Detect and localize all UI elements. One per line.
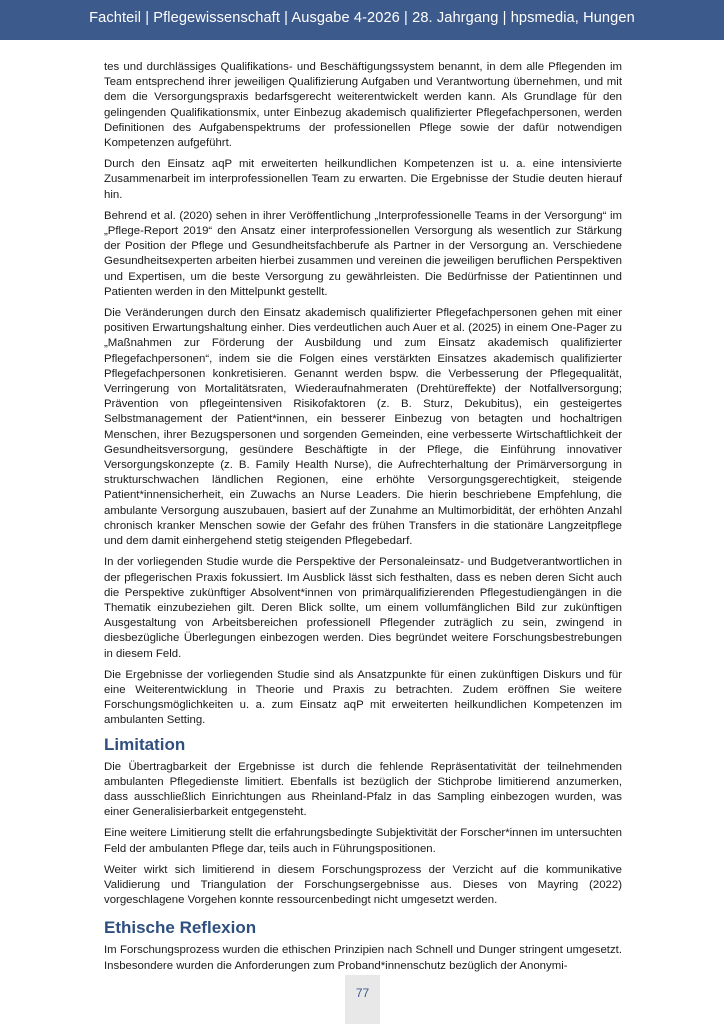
body-paragraph: Die Veränderungen durch den Einsatz akademisch qualifizierter Pflegefachpersonen gehen mit einer positiven Erwartungshaltung einher. Dies verdeutlichen auch Auer et al. (2025) in einem One-Pager zu „Maßnahmen zur Förderung der Ausbildung und zum Einsatz akademisch qualifizierter Pflegefachpersonen“, indem sie die Folgen eines verstärkten Einsatzes akademisch qualifizierter Pflegefachpersonen konkretisieren. Genannt werden bspw. die Verbesserung der Pflegequalität, Verringerung von Mortalitätsraten, Wiederaufnahmeraten (Drehtüreffekte) der Notfallversorgung; Prävention von pflegeintensiven Risikofaktoren (z. B. Sturz, Dekubitus), ein gesteigertes Selbstmanagement der Patient*innen, ein besserer Einbezug von betagten und hochaltrigen Menschen, ihrer Bezugspersonen und sorgenden Gemeinden, eine verbesserte Wirtschaftlichkeit der Gesundheitsversorgung, gesündere Beschäftigte in der Pflege, die Einführung innovativer Versorgungskonzepte (z. B. Family Health Nurse), die Aufrechterhaltung der Primärversorgung in strukturschwachen ländlichen Regionen, eine erhöhte Versorgungsgerechtigkeit, steigende Patient*innensicherheit, ein Zuwachs an Nurse Leaders. Die hierin beschriebene Empfehlung, die ambulante Versorgung auszubauen, basiert auf der Zunahme an Multimorbidität, der erhöhten Anzahl chronisch kranker Menschen sowie der Gefahr des frühen Transfers in die stationäre Langzeitpflege und dem damit einhergehend stetig steigenden Pflegebedarf. xyxy=(104,307,622,548)
limitation-paragraph: Die Übertragbarkeit der Ergebnisse ist durch die fehlende Repräsentativität der teilnehmenden ambulanten Pflegedienste limitiert. Ebenfalls ist bezüglich der Stichprobe limitierend anzumerken, dass ausschließlich Einrichtungen aus Rheinland-Pfalz in das Sampling einbezogen wurden, was einer Generalisierbarkeit entgegensteht. xyxy=(104,760,622,819)
page-number: 77 xyxy=(355,986,370,1000)
body-paragraph: Behrend et al. (2020) sehen in ihrer Veröffentlichung „Interprofessionelle Teams in der Versorgung“ im „Pflege-Report 2019“ den Ansatz einer interprofessionellen Versorgung als wesentlich zur Stärkung der Position der Pflege und Gesundheitsfachberufe als Partner in der Versorgung an. Verschiedene Gesundheitsexperten arbeiten hierbei zusammen und vereinen die jeweiligen beruflichen Perspektiven und Expertisen, um die beste Versorgung zu gewährleisten. Die Bedürfnisse der Patientinnen und Patienten werden in den Mittelpunkt gestellt. xyxy=(104,209,622,298)
section-heading-limitation: Limitation xyxy=(104,734,186,754)
page-header xyxy=(0,0,724,40)
body-paragraph: tes und durchlässiges Qualifikations- und Beschäftigungssystem benannt, in dem alle Pflegenden im Team entsprechend ihrer jeweiligen Qualifizierung Aufgaben und Verantwortung übernehmen, und mit dem die Versorgungspraxis bedarfsgerecht weiterentwickelt werden kann. Als Grundlage für den gelingenden Qualifikationsmix, unter Einbezug akademisch qualifizierter Pflegefachpersonen, werden Definitionen des Aufgabenspektrums der professionellen Pflege sowie der dafür notwendigen Kompetenzen aufgeführt. xyxy=(104,61,622,150)
header-title: Fachteil | Pflegewissenschaft | Ausgabe 4-2026 | 28. Jahrgang | hpsmedia, Hungen xyxy=(89,10,635,26)
section-heading-ethik: Ethische Reflexion xyxy=(104,918,257,938)
body-paragraph: In der vorliegenden Studie wurde die Perspektive der Personaleinsatz- und Budgetverantwortlichen in der pflegerischen Praxis fokussiert. Im Ausblick lässt sich festhalten, dass es neben deren Sicht auch die Perspektive zukünftiger Absolvent*innen von primärqualifizierenden Pflegestudiengängen in die Thematik einzubeziehen gilt. Deren Blick sollte, um einem vollumfänglichen Bild zur zukünftigen Ausgestaltung von Arbeitsbereichen professionell Pflegender zuträglich zu sein, zwingend in diesbezügliche Überlegungen einbezogen werden. Dies begründet weitere Forschungsbestrebungen in diesem Feld. xyxy=(104,556,622,660)
ethik-paragraph: Im Forschungsprozess wurden die ethischen Prinzipien nach Schnell und Dunger stringent umgesetzt. Insbesondere wurden die Anforderungen zum Proband*innenschutz bezüglich der Anonymi- xyxy=(104,944,622,972)
limitation-paragraph: Eine weitere Limitierung stellt die erfahrungsbedingte Subjektivität der Forscher*innen im untersuchten Feld der ambulanten Pflege dar, teils auch in Führungspositionen. xyxy=(104,827,622,855)
article-body xyxy=(104,60,622,980)
page-number-box xyxy=(345,975,380,1024)
limitation-paragraph: Weiter wirkt sich limitierend in diesem Forschungsprozess der Verzicht auf die kommunikative Validierung und Triangulation der Forschungsergebnisse aus. Dieses von Mayring (2022) vorgeschlagene Vorgehen konnte ressourcenbedingt nicht umgesetzt werden. xyxy=(104,863,622,907)
body-paragraph: Durch den Einsatz aqP mit erweiterten heilkundlichen Kompetenzen ist u. a. eine intensivierte Zusammenarbeit im interprofessionellen Team zu erwarten. Die Ergebnisse der Studie deuten hierauf hin. xyxy=(104,158,622,201)
body-paragraph: Die Ergebnisse der vorliegenden Studie sind als Ansatzpunkte für einen zukünftigen Diskurs und für eine Weiterentwicklung in Theorie und Praxis zu betrachten. Zudem eröffnen Sie weitere Forschungsmöglichkeiten u. a. zum Einsatz aqP mit erweiterten heilkundlichen Kompetenzen im ambulanten Setting. xyxy=(104,668,622,727)
